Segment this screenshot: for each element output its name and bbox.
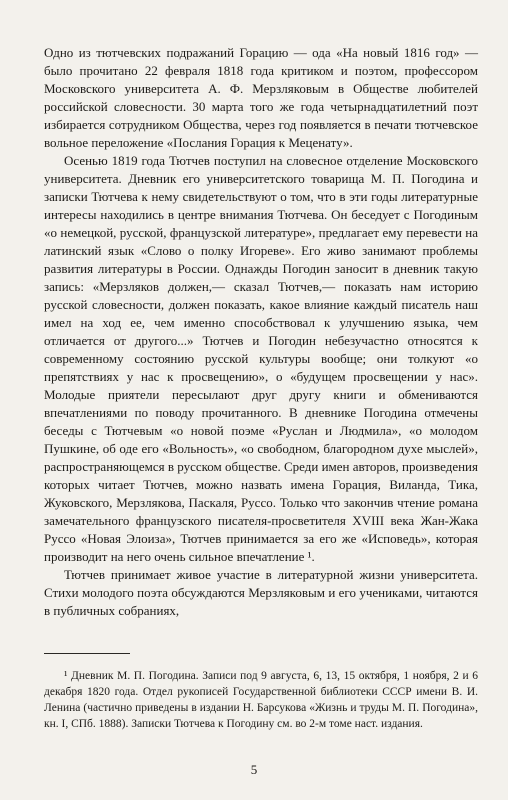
- page-number: 5: [250, 762, 258, 777]
- footnote-divider: [44, 653, 130, 654]
- page-body: [44, 44, 478, 620]
- paragraph-1: Одно из тютчевских подражаний Горацию — ода «На новый 1816 год» — было прочитано 22 февраля 1818 года критиком и поэтом, профессором Московского университета А. Ф. Мерзляковым в Обществе любителей российской словесности. 30 марта того же года четырнадцатилетний поэт избирается сотрудником Общества, через год появляется в печати тютчевское вольное переложение «Послания Горация к Меценату».: [44, 45, 478, 150]
- paragraph-2: Осенью 1819 года Тютчев поступил на словесное отделение Московского университета. Дневник его университетского товарища М. П. Погодина и записки Тютчева к нему свидетельствуют о том, что в эти годы литературные интересы находились в центре внимания Тютчева. Он беседует с Погодиным «о немецкой, русской, французской литературе», предлагает ему перевести на латинский язык «Слово о полку Игореве». Его живо занимают проблемы развития литературы в России. Однажды Погодин заносит в дневник такую запись: «Мерзляков должен,— сказал Тютчев,— показать нам историю русской словесности, должен показать, какое влияние каждый писатель наш имел на ход ее, чем именно способствовал к улучшению языка, чем отличается от другого...» Тютчев и Погодин небезучастно относятся к современному состоянию русской культуры вообще; они толкуют «о препятствиях у нас к просвещению», о «будущем просвещении у нас». Молодые приятели пересылают друг другу книги и обмениваются впечатлениями по поводу прочитанного. В дневнике Погодина отмечены беседы с Тютчевым «о новой поэме «Руслан и Людмила», «о молодом Пушкине, об оде его «Вольность», «о свободном, благородном духе мыслей», распространяющемся в русском обществе. Среди имен авторов, произведения которых читает Тютчев, можно назвать имена Горация, Виланда, Тика, Жуковского, Мерзлякова, Паскаля, Руссо. Только что закончив чтение романа замечательного французского писателя-просветителя XVIII века Жан-Жака Руссо «Новая Элоиза», Тютчев принимается за его же «Исповедь», которая производит на него очень сильное впечатление ¹.: [44, 153, 478, 564]
- paragraph-3: Тютчев принимает живое участие в литературной жизни университета. Стихи молодого поэта обсуждаются Мерзляковым и его учениками, читаются в публичных собраниях,: [44, 567, 478, 618]
- footnote: ¹ Дневник М. П. Погодина. Записи под 9 августа, 6, 13, 15 октября, 1 ноября, 2 и 6 декабря 1820 года. Отдел рукописей Государственной библиотеки СССР имени В. И. Ленина (частично приведены в издании Н. Барсукова «Жизнь и труды М. П. Погодина», кн. I, СПб. 1888). Записки Тютчева к Погодину см. во 2-м томе наст. издания.: [44, 670, 478, 730]
